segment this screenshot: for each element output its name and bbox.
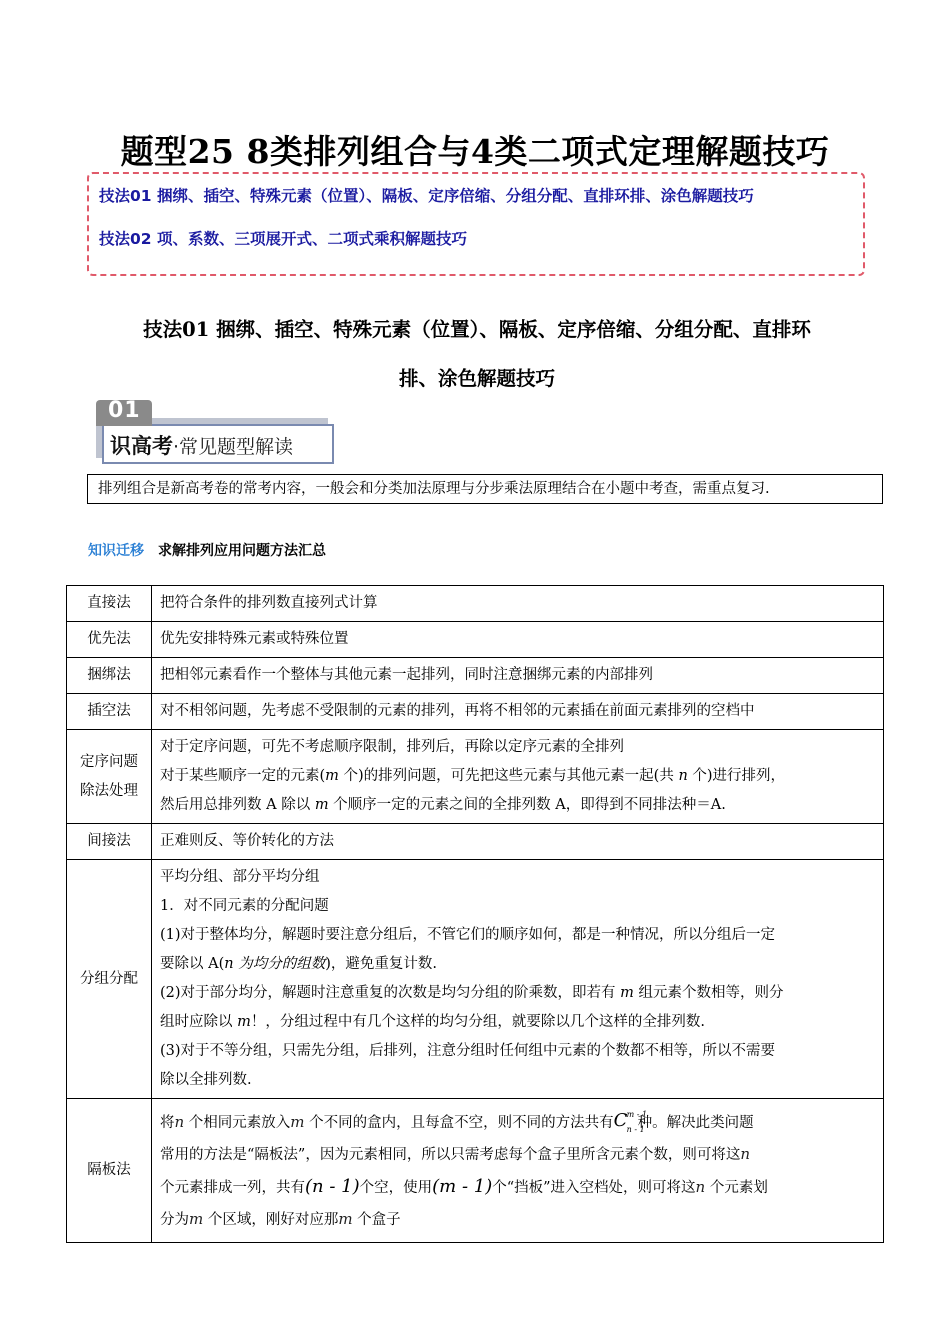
desc-line: 组时应除以 m！，分组过程中有几个这样的均匀分组，就要除以几个这样的全排列数.: [160, 1014, 705, 1030]
method-name: 捆绑法: [67, 658, 152, 694]
method-desc: [152, 730, 884, 824]
method-desc: [152, 1099, 884, 1243]
desc-line: 然后用总排列数 A 除以 m 个顺序一定的元素之间的全排列数 A，即得到不同排法种＝A.: [160, 797, 726, 813]
desc-line: 1．对不同元素的分配问题: [160, 898, 329, 914]
methods-table: [66, 585, 884, 1243]
table-row: [67, 824, 884, 860]
desc-line: 对于定序问题，可先不考虑顺序限制，排列后，再除以定序元素的全排列: [160, 739, 624, 755]
toc-item-technique-01[interactable]: 技法01 捆绑、插空、特殊元素（位置）、隔板、定序倍缩、分组分配、直排环排、涂色解题技巧: [99, 187, 754, 205]
knowledge-heading: [88, 540, 326, 560]
method-desc: 对不相邻问题，先考虑不受限制的元素的排列，再将不相邻的元素插在前面元素排列的空档中: [152, 694, 884, 730]
method-name: 插空法: [67, 694, 152, 730]
method-desc: [152, 860, 884, 1099]
desc-line: 除以全排列数.: [160, 1072, 252, 1088]
table-row: [67, 622, 884, 658]
method-desc: 正难则反、等价转化的方法: [152, 824, 884, 860]
method-name-line2: 除法处理: [80, 782, 138, 799]
method-name: 间接法: [67, 824, 152, 860]
section-heading-line2: 排、涂色解题技巧: [398, 367, 555, 390]
section-heading-line1: 技法01 捆绑、插空、特殊元素（位置）、隔板、定序倍缩、分组分配、直排环: [143, 318, 811, 341]
desc-line: 分为m 个区域，刚好对应那m 个盒子: [160, 1210, 401, 1228]
table-row: [67, 694, 884, 730]
badge-box: [102, 424, 334, 464]
table-row: [67, 586, 884, 622]
desc-line: 对于某些顺序一定的元素(m 个)的排列问题，可先把这些元素与其他元素一起(共 n 个)进行排列，: [160, 768, 786, 784]
toc-item-technique-02[interactable]: 技法02 项、系数、三项展开式、二项式乘积解题技巧: [99, 230, 467, 248]
method-name-line1: 定序问题: [80, 753, 138, 770]
table-row: [67, 860, 884, 1099]
badge-sub-text: ·常见题型解读: [173, 436, 294, 458]
method-name: 隔板法: [67, 1099, 152, 1243]
badge-main-text: 识高考: [110, 434, 173, 458]
desc-line: 平均分组、部分平均分组: [160, 869, 320, 885]
method-desc: 把符合条件的排列数直接列式计算: [152, 586, 884, 622]
method-desc: 把相邻元素看作一个整体与其他元素一起排列，同时注意捆绑元素的内部排列: [152, 658, 884, 694]
combination-symbol: C m - 1 n - 1: [613, 1110, 648, 1134]
table-row: [67, 1099, 884, 1243]
method-name: [67, 730, 152, 824]
method-desc: 优先安排特殊元素或特殊位置: [152, 622, 884, 658]
page-title: 题型25 8类排列组合与4类二项式定理解题技巧: [120, 132, 830, 171]
method-name: 分组分配: [67, 860, 152, 1099]
method-name: 优先法: [67, 622, 152, 658]
desc-line: (1)对于整体均分，解题时要注意分组后，不管它们的顺序如何，都是一种情况，所以分组后一定: [160, 927, 776, 943]
method-name: 直接法: [67, 586, 152, 622]
toc-box: [87, 172, 865, 276]
knowledge-label: 知识迁移: [88, 543, 144, 559]
desc-line: (3)对于不等分组，只需先分组，后排列，注意分组时任何组中元素的个数都不相等，所以不需要: [160, 1043, 776, 1059]
desc-line: 常用的方法是“隔板法”，因为元素相同，所以只需考虑每个盒子里所含元素个数，则可将这n: [160, 1145, 750, 1163]
desc-line: 将n 个相同元素放入m 个不同的盒内，且每盒不空，则不同的方法共有 C m - 1 n - 1 种。解决此类问题: [160, 1110, 754, 1134]
badge-text: [110, 430, 293, 460]
section-badge: [96, 400, 341, 468]
table-row: [67, 658, 884, 694]
desc-line: 要除以 A(n 为均分的组数)，避免重复计数.: [160, 956, 437, 972]
desc-line: 个元素排成一列，共有(n - 1)个空，使用(m - 1)个“挡板”进入空档处，则可将这n 个元素划: [160, 1176, 768, 1197]
badge-number: 01: [108, 398, 141, 423]
knowledge-title: 求解排列应用问题方法汇总: [158, 543, 326, 559]
table-row: [67, 730, 884, 824]
intro-box: 排列组合是新高考卷的常考内容，一般会和分类加法原理与分步乘法原理结合在小题中考查，需重点复习.: [87, 474, 883, 504]
desc-line: (2)对于部分均分，解题时注意重复的次数是均匀分组的阶乘数，即若有 m 组元素个数相等，则分: [160, 985, 784, 1001]
